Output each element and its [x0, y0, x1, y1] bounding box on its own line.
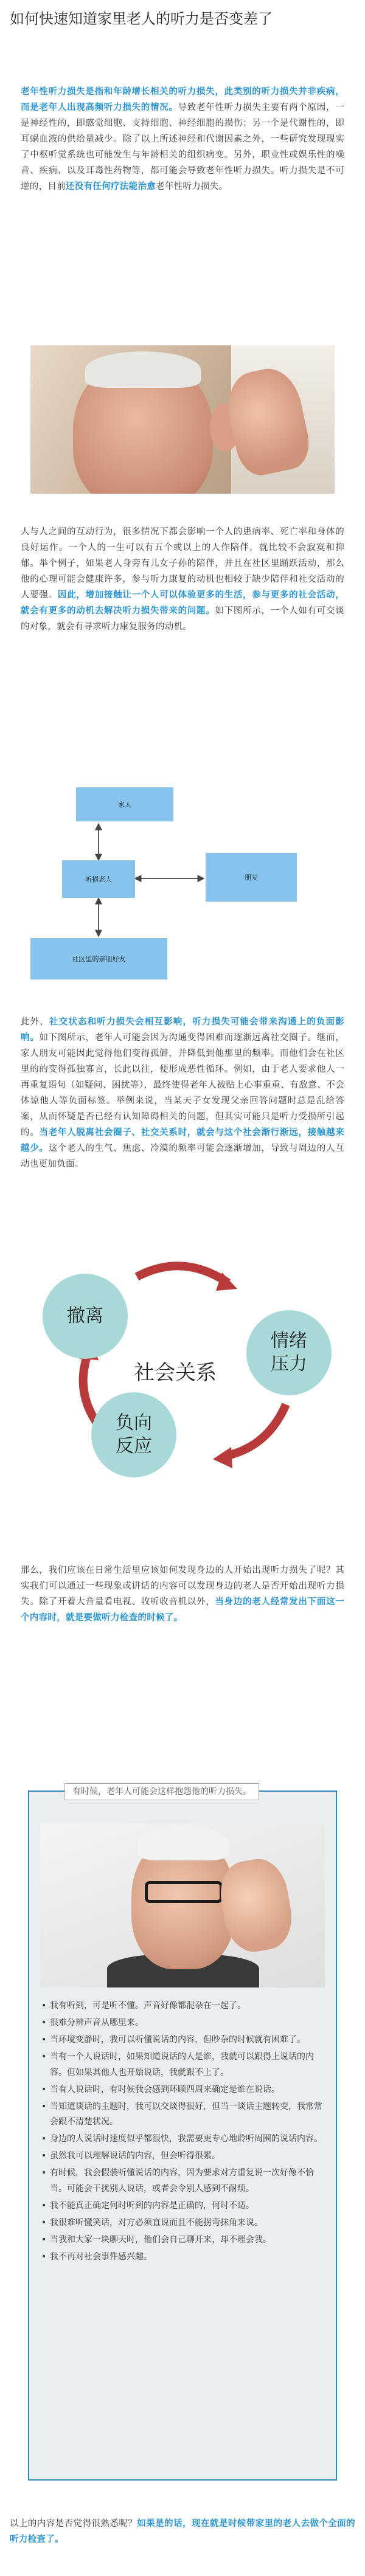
- list-item: • 当有一个人说话时，如果知道说话的人是谁，我就可以跟得上说话的内容。但如果其他人也开始说话，我就跟不上了。: [40, 2049, 326, 2080]
- social-network-diagram: [30, 781, 335, 982]
- node-elder: 听损老人: [62, 860, 135, 898]
- list-item: • 我不能真正确定何时听到的内容是正确的，何时不适。: [40, 2198, 326, 2214]
- node-community: 社区里的亲朋好友: [30, 938, 167, 979]
- list-item: • 当环境变静时，我可以听懂说话的内容，但吵杂的时候就有困难了。: [40, 2032, 326, 2048]
- cycle-node-withdrawal: 撤离: [43, 1274, 128, 1359]
- list-item: • 我很难听懂笑话，对方必须直说而且不能拐弯抹角来说。: [40, 2215, 326, 2231]
- para3-text-3: 这个老人的生气、焦虑、冷漠的频率可能会逐渐增加，导致与周边的人互动也更加负面。: [21, 1144, 344, 1169]
- cycle-arrow-top: [137, 1266, 228, 1283]
- quote-box-title: 有时候，老年人可能会这样抱怨他的听力损失。: [64, 1783, 259, 1800]
- closing-paragraph: [10, 2516, 355, 2547]
- social-relationship-cycle-diagram: [30, 1255, 335, 1480]
- para2-text-2: 如下图所示，一个人如有可交谈的对象，就会有寻求听力康复服务的动机。: [21, 606, 344, 632]
- cycle-center-label: 社会关系: [134, 1361, 217, 1385]
- cycle-arrow-right: [225, 1404, 286, 1456]
- para3-highlight-1: 社交状态和听力损失会相互影响，听力损失可能会带来沟通上的负面影响。: [21, 1017, 345, 1043]
- list-item: • 当知道谈话的主题时，我可以交谈得很好，但当一谈话主题转变，我常常会跟不清楚状况。: [40, 2099, 326, 2130]
- elderly-man-listening-photo: [30, 345, 335, 494]
- list-item: • 我有听到，可是听不懂。声音好像都混杂在一起了。: [40, 1998, 326, 2014]
- para3-highlight-2: 当老年人脱离社会圈子、社交关系时，就会与这个社会渐行渐远，接触越来越少。: [21, 1128, 344, 1153]
- list-item: • 我不再对社会事件感兴趣。: [40, 2250, 326, 2265]
- social-state-paragraph: [21, 1014, 344, 1172]
- intro-paragraph: [21, 84, 344, 195]
- intro-text-1: 导致老年性听力损失主要有两个原因，一是神经性的，即感觉细胞、支持细胞、神经细胞的损伤；另一个是代谢性的，即耳蜗血液的供给量减少。除了以上所述神经和代谢因素之外，一些研究发现现实了中枢听觉系统也可能发生与年龄相关的组织病变。另外，职业性或娱乐性的噪音、疾病、以及耳毒性药物等，都可能会导致老年性听力损失。听力损失是不可逆的，目前: [21, 103, 344, 192]
- list-item: • 当我和大家一块聊天时，他们会自己聊开来，却不理会我。: [40, 2232, 326, 2248]
- para3-text-1: 此外，: [21, 1017, 50, 1027]
- complaints-list: [40, 1998, 326, 2267]
- intro-highlight-2: 还没有任何疗法能治愈: [66, 182, 156, 192]
- page-title: 如何快速知道家里老人的听力是否变差了: [10, 10, 273, 27]
- list-item: • 身边的人说话时速度似乎都很快，我需要更专心地聆听周围的说话内容。: [40, 2132, 326, 2147]
- intro-highlight-1: 老年性听力损失是指和年龄增长相关的听力损失，此类别的听力损失并非疾病，而是老年人出现高频听力损失的情况。: [21, 87, 344, 112]
- closing-highlight: 如果是的话，现在就是时候带家里的老人去做个全面的听力检查了。: [10, 2519, 356, 2544]
- para4-highlight: 当身边的老人经常发出下面这一个内容时，就是要做听力检查的时候了。: [21, 1597, 344, 1623]
- para3-text-2: 如下图所示，老年人可能会因为沟通变得困难而逐渐远离社交圈子。继而，家人朋友可能因此觉得他们变得孤僻，并降低到他那里的频率。而他们会在社区里的的变得孤独寡言，长此以往，便形成恶性循环。例如，由于老人要求他人一再重复语句（如疑问、困扰等），最终使得老年人被贴上心事重重、有敌意、不会体谅他人等负面标签。举例来说，当某天子女发现父亲回答问题时总是乱给答案，从而怀疑是否已经有认知障碍相关的问题，但其实可能只是听力受损所引起的。: [21, 1033, 344, 1138]
- social-interaction-paragraph: [21, 524, 344, 635]
- intro-text-2: 老年性听力损失。: [156, 182, 228, 192]
- list-item: • 当有人说话时，有时候我会感到环顾四周来确定是谁在说话。: [40, 2082, 326, 2098]
- para2-highlight: 因此，增加接触让一个人可以体验更多的生活，参与更多的社会活动，就会有更多的动机去解决听力损失带来的问题。: [21, 590, 345, 616]
- node-friends: 朋友: [206, 853, 297, 902]
- list-item: • 虽然我可以理解说话的内容，但会听得很累。: [40, 2149, 326, 2164]
- complaints-quote-box: [28, 1787, 337, 2481]
- list-item: • 有时候，我会假装听懂说话的内容，因为要求对方重复说一次好像不恰当。可能会干扰别人说话，或者会令别人感到不耐烦。: [40, 2166, 326, 2197]
- detection-paragraph: [21, 1563, 344, 1626]
- cycle-node-emotional-stress: 情绪压力: [246, 1310, 332, 1395]
- para2-text-1: 人与人之间的互动行为，很多情况下都会影响一个人的患病率、死亡率和身体的良好运作。一个人的一生可以有五个或以上的人作陪伴，就比较不会寂寞和抑郁。举个例子，如果老人身旁有儿女子孙的陪伴，并且在社区里踊跃活动，那么他的心理可能会健康许多，参与听力康复的动机也相较于缺少陪伴和社交活动的人要强。: [21, 527, 344, 600]
- closing-text: 以上的内容是否觉得很熟悉呢？: [10, 2519, 137, 2529]
- elderly-man-with-glasses-photo: [40, 1823, 325, 1987]
- para4-text-1: 那么，我们应该在日常生活里应该如何发现身边的人开始出现听力损失了呢？其实我们可以通过一些现象或讲话的内容可以发现身边的老人是否开始出现听力损失。除了开着大音量看电视、收听收音机以外，: [21, 1566, 344, 1607]
- list-item: • 很难分辨声音从哪里来。: [40, 2015, 326, 2031]
- node-family: 家人: [76, 787, 173, 821]
- cycle-node-negative-reaction: 负向反应: [91, 1392, 176, 1477]
